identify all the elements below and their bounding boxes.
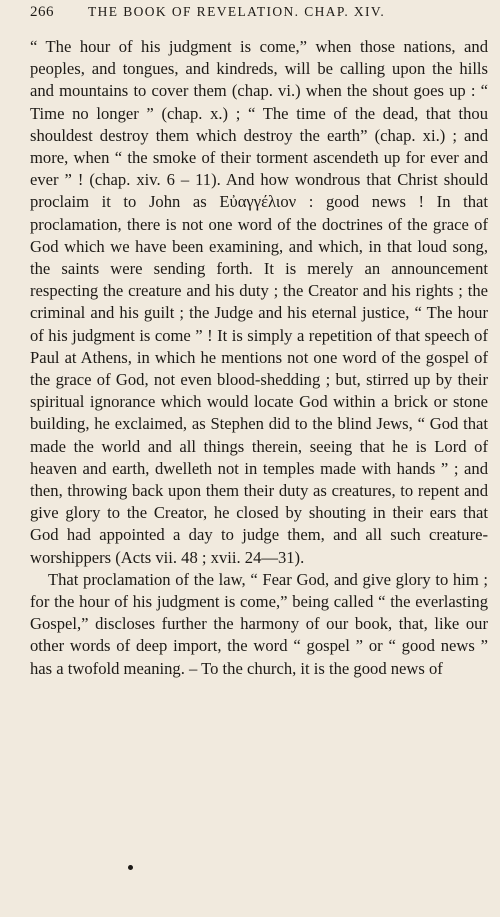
body-text (30, 36, 488, 680)
printer-mark (128, 865, 133, 870)
page-header (30, 4, 472, 26)
paragraph-2: That proclamation of the law, “ Fear God, and give glory to him ; for the hour of his judgment is come,” being called “ the everlasting Gospel,” discloses further the harmony of our book, that, like our other words of deep import, the word “ gospel ” or “ good news ” has a twofold meaning. – To the church, it is the good news of (30, 569, 488, 678)
paragraph-1: “ The hour of his judgment is come,” when those nations, and peoples, and tongues, and kindreds, will be calling upon the hills and mountains to cover them (chap. vi.) when the shout goes up : “ Time no longer ” (chap. x.) ; “ The time of the dead, that thou shouldest destroy them which destroy the earth” (chap. xi.) ; and more, when “ the smoke of their torment ascendeth up for ever and ever ” ! (chap. xiv. 6 – 11). And how wondrous that Christ should proclaim it to John as Εὐαγγέλιον : good news ! In that proclamation, there is not one word of the doctrines of the grace of God which we have been examining, and which, in that loud song, the saints were sending forth. It is merely an announcement respecting the creature and his duty ; the Creator and his rights ; the criminal and his guilt ; the Judge and his eternal justice, “ The hour of his judgment is come ” ! It is simply a repetition of that speech of Paul at Athens, in which he mentions not one word of the gospel of the grace of God, not even blood-shedding ; but, stirred up by their spiritual ignorance which would locate God within a brick or stone building, he exclaimed, as Stephen did to the blind Jews, “ God that made the world and all things therein, seeing that he is Lord of heaven and earth, dwelleth not in temples made with hands ” ; and then, throwing back upon them their duty as creatures, to repent and give glory to the Creator, he closed by shouting in their ears that God had appointed a day to judge them, and all such creature-worshippers (Acts vii. 48 ; xvii. 24—31). (30, 37, 488, 567)
running-head: THE BOOK OF REVELATION. CHAP. XIV. (88, 4, 386, 19)
page-number: 266 (30, 4, 54, 20)
